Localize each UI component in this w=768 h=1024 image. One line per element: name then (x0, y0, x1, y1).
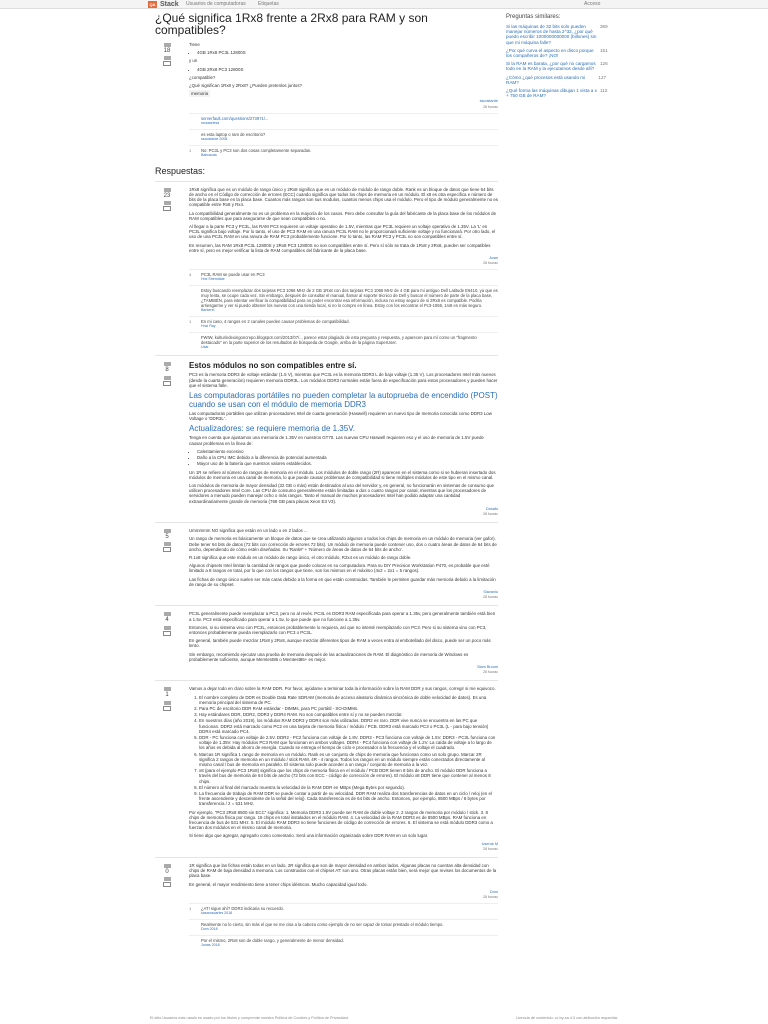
answer-heading: Estos módulos no son compatibles entre sí. (189, 361, 357, 371)
question-text: ¿compatible? (189, 74, 216, 80)
comment (189, 332, 498, 350)
question-text: Tiene (189, 42, 200, 47)
comment-text: FWIW, kulturindexingoncrepo.blogspot.com/2013/07/... parece estar plagiado de esta pregunta y respuesta, y aparecen para mí como un "fragmento destacado" en la parte superior de los resultados de búsqueda de Google, arriba de la página SuperUser. (201, 335, 477, 346)
question-tag[interactable]: memoria (191, 91, 209, 97)
answer-text: Por ejemplo, "PC3 2Rx8 8500 sin ECC" significa: 1. Memoria DDR3 1.5V puede ser RAM de doble voltaje 2. 2 rangos de memoria por módulo / stick. 3. 8 chips de memoria física por rango. 16 chips en total instalados en el módulo RAM. 4. La velocidad de la RAM DDR3 es de 8500 MBps. RAM funciona en frecuencia de bus de 531 MHz. 5. El módulo RAM DDR3 no tiene funciones de código de corrección de errores. 6. El sistema se está módulo DDR3 como a fuerzan dos módulos en el mismo canal de memoria. (189, 809, 493, 831)
vote-count: 8 (165, 367, 169, 374)
answer-text: Las computadoras portátiles que utilizan procesadores Intel de cuarta generación (Haswell) requieren un nuevo tipo de memoria conocida como DDR3 Low Voltage o 'DDR3L'. (189, 411, 492, 422)
answer-text: Un rango de memoria es básicamente un bloque de datos que se crea utilizando algunos o todos los chips de memoria en un módulo de memoria (ver gafor). Debe tener 64 bits de datos (72 bits con corrección de errores 72 bits). Un módulo de memoria puede contener uno, dos o cuatro áreas de datos de 64 bits de ancho, dependiendo de cómo estén diseñadas. Su 'Rank#' + 'Número de áreas de datos de 64 bits de ancho'. (189, 536, 497, 552)
question-text: y un (189, 58, 198, 64)
bookmark-icon[interactable] (163, 631, 171, 636)
comment-text: Realmente no lo cierto, sin más el que se me cisa a la cabeza como ejemplo de no ser capaz de tomar prestado el módulo tiempo. (201, 922, 444, 928)
answer-text: Vamos a dejar todo en claro sobre la RAM DDR. Por favor, ayúdame a terminar toda la información sobre la RAM DDR y sus rangos, corregir si me equivoco. (189, 686, 496, 692)
upvote-icon[interactable] (164, 687, 171, 691)
answer-post (155, 361, 498, 517)
comment-text[interactable]: serverfault.com/questions/273971/... (201, 115, 269, 121)
list-item: 8. El número al final del marcado muestra la velocidad de la RAM DDR en MBps (Mega Bytes por segundo). (199, 785, 498, 790)
site-brand[interactable]: Stack (160, 1, 179, 8)
answer-text: 1Rx8 significa que es un módulo de rango único y 2Rx8 significa que es un módulo de módulo de rango doble. Rank es un bloque de datos que tiene 64 bits de ancho en el Código de corrección de errores (ECC) cuando significa que todos los chips de memoria en un módulo. El x8 es otra especifica e número de bits de la placa base en la placa base. Cuantos más rangos son sus modulos, cuantos menos chips usa el módulo. Pero el tipo de módulo generalmente no es compatible entre Rx8 y Rx4. (189, 186, 498, 208)
answer-text: La compatibilidad generalmente no es un problema en la mayoría de los casos. Pero debe consultar la guía del fabricante de la placa base de los módulos de RAM compatibles que para asegurarse de que sean compatibles o no. (189, 210, 497, 221)
answer-date: 28 fuorac (483, 895, 498, 900)
bookmark-icon[interactable] (163, 547, 171, 552)
list-item: 5. DDR - PC funciona con voltaje de 2.5V. DDR2 - PC2 funciona con voltaje de 1.8V. DDR3 - PC3 funciona con voltaje de 1.5V. DDR3 - PC3L funciona con voltaje de 1.35V. Hay módulos PC3 RAM que funcionan en ambos voltajes. DDR4 - PC4 funciona con voltaje de 1.2V. La caída de voltaje a lo largo de los años es debida al ahorro de energía. Cuando se entrega el tiempo de ciclo e procesador a la frecuencia y el voltaje el cuadrado. (199, 735, 498, 751)
similar-question-count: 126 (600, 61, 608, 67)
question-post (155, 42, 498, 110)
comment (189, 903, 498, 916)
list-item: 9. La frecuencia de trabajo de RAM DDR se puede contar a partir de su velocidad. DDR RAM realiza dos transferencias de datos en un ciclo / reloj (en el frente ascendente y descendente de la señal del reloj). Cada transferencia es de 64 bits de ancho. Entonces, por ejemplo, 8500 MBps / 8 bytes por transferencia / 2 = 531 MHz. (199, 791, 498, 807)
list-item: 7. x8 (para el ejemplo PC3 1Rx8) significa que los chips de memoria física en el módulo / PCB DDR tienen 8 bits de ancho. El módulo DDR funciona a través del bus de memoria de 64 bits de ancho (72 bits con ECC - código de corrección de errores). El módulo x8 DDR tiene que contener al menos 8 chips. (199, 768, 498, 784)
similar-question-item[interactable] (506, 24, 608, 45)
comment (189, 145, 498, 158)
vote-count: 18 (163, 48, 171, 54)
comment-text: es esta laptop o ram de escritorio? (201, 131, 266, 137)
answer-text: Las fichas de rango único suelen ser más caras debido a la forma en que están construidas. También le permiten guardar más memoria debido a la limitación de rango de su chipset. (189, 576, 496, 587)
similar-question-item[interactable] (506, 88, 608, 98)
similar-question-text[interactable]: Si las máquinas de 32 bits solo pueden manejar números de hasta 2^32, ¿por qué puedo escribir 1000000000000 (billones) sin que mi máquina falle? (506, 24, 597, 45)
upvote-icon[interactable] (164, 864, 171, 868)
comment-text: En mi caso, 4 rangos en 2 canales pueden causar problemas de compatibilidad. (201, 319, 350, 325)
comment (189, 285, 498, 313)
answer-text: Tenga en cuenta que ajustamos una memoria de 1.35V en nuestros GT70. Las nuevas CPU Haswell requieren eso y el uso de memoria de 1.5V puede causar problemas en la línea de: (189, 435, 484, 446)
answer-subheading: Las computadoras portátiles no pueden completar la autoprueba de encendido (POST) cuando se usan con el módulo de memoria DDR3 (189, 391, 498, 410)
vote-count: 1 (165, 692, 169, 699)
comment (189, 935, 498, 948)
similar-question-text[interactable]: ¿Por qué curva el aspecto en disco porque los compañeros de? ¡NO! (506, 47, 594, 59)
answer-text: PC3L generalmente puede reemplazar a PC3, pero no al revés. PC3L es DDR3 RAM especificada para operar a 1.35v, pero generalmente también está bien a 1.5v. PC3 está especificado para operar a 1.5v, lo que puede que no funcione a 1.35v. (189, 611, 496, 622)
comment (189, 269, 498, 282)
comment-user[interactable]: sscostarde 2008 (201, 136, 228, 141)
comment-text: Por el mismo, 2Rx8 son de doble rango, y generalmente de menor densidad. (201, 938, 344, 944)
vote-count: 23 (163, 192, 171, 199)
comment-votes: 4 (189, 272, 192, 278)
answer-user[interactable]: Slam Broom (477, 664, 498, 669)
similar-question-text[interactable]: ¿Qué forma las máquinas dibujan 1 vista a x + 750 GB de RAM? (506, 88, 597, 99)
answer-text: Al llegar a la parte PC3 y PC3L, las RAM PC3 requieren un voltaje operativo de 1.5V, mientras que PC3L requiere un voltaje operativo de 1.35V. La 'L' en PC3L significa bajo voltaje. Por lo tanto, el uso de PC3 RAM en una ranura PC3L RAM no le proporcionará suficiente voltaje y no funcionará. Por otro lado, el uso de una PC3L RAM en una ranura de RAM PC3 probablemente funcione. Por lo tanto, las RAM PC3 y PC3L no son compatibles entre sí. (189, 224, 496, 240)
list-item: • Mayor uso de la batería que nuestros valores establecidos. (197, 461, 498, 466)
comment-user[interactable]: Hnz Shemdaie (201, 277, 225, 282)
similar-question-count: 151 (600, 47, 608, 53)
similar-question-item[interactable] (506, 75, 608, 85)
sidebar-heading: Preguntas similares: (506, 14, 561, 20)
answer-post (155, 611, 498, 675)
comment-votes: 1 (189, 906, 192, 912)
answer-date: 28 fuorac (483, 846, 498, 851)
similar-questions-sidebar (506, 14, 608, 101)
bookmark-icon[interactable] (163, 882, 171, 887)
answer-date: 28 fuorac (483, 670, 498, 675)
answer-vote (155, 686, 179, 711)
answer-post (155, 686, 498, 852)
vote-count: 5 (165, 534, 169, 541)
downvote-icon[interactable] (164, 376, 171, 380)
answer-text: Entonces, si su sistema vino con PC3L, entonces probablemente lo requiera, así que no intenté reemplazarlo con PC3. Pero si su sistema vino con PC3, entonces probablemente pueda reemplazarlo con PC3 o PC3L. (189, 624, 487, 635)
site-logo[interactable]: QA (149, 2, 156, 7)
similar-question-text[interactable]: ¿Cómo ¿qué procesos está usando mi RAM? (506, 74, 586, 85)
upvote-icon[interactable] (164, 612, 171, 616)
answer-user[interactable]: Userok M (481, 841, 498, 846)
answer-post (155, 187, 498, 267)
answer-text: Los módulos de memoria de mayor densidad (32 GB o más) están destinados al uso del servidor y, en general, no funcionarán en sistemas de consumo que utilicen procesadores Intel Core. Las CPU de consumo generalmente están limitadas a dos o cuatro rangos por canal, mientras que los procesadores de servidores a menudo pueden manejar ocho o más rangos. Tanto el manual de muchos procesadores Intel han podido adaptar una cantidad extraordinariamente grande de memoria (768 GB para placas Xeon E3 V3). (189, 482, 494, 504)
main-content (155, 12, 498, 948)
answer-text: Un 1R se refiere al número de rangos de memoria en el módulo. Los módulos de doble rango (2R) aparecen en el sistema como si se hubieran insertado dos módulos de memoria en una canal de memoria, lo que puede causar problemas de compatibilidad si tiene múltiples módulos de este tipo en el mismo canal. (189, 469, 496, 480)
comment-votes: 1 (189, 319, 192, 325)
answer-text: Algunos chipsets Intel limitan la cantidad de rangos que puede colocar en su computadora. Para su DIY Precision Workstation P470, es probable que esté limitado a 8 rangos en total, por lo que con los rangos que tiene, son los mismos en el máximo (4x2 = 2x1 = 5 rangos). (189, 563, 490, 574)
answer-vote (155, 611, 179, 636)
comment-text: No: PC3L y PC3 son dos cosas completamente separadas. (201, 147, 312, 153)
comment (189, 316, 498, 329)
answer-text: En resumen, las RAM 1Rx8 PC3L 12800S y 2Rx8 PC3 12800S no son compatibles entre sí. Pero sí sólo se trata de 1Rx8 y 2Rx8, pueden ser compatibles entre sí, pero es mejor verificar la lista de RAM compatibles del fabricante de la placa base. (189, 242, 491, 253)
answer-vote (155, 187, 179, 212)
answer-vote (155, 863, 179, 888)
downvote-icon[interactable] (164, 542, 171, 546)
answer-subheading: Actualizadores: se requiere memoria de 1.35V. (189, 424, 356, 434)
question-item: • 4GB 1Rx8 PC3L 12800S (197, 50, 498, 55)
comment-text: Estoy buscando reemplazar dos tarjetas PC3 1066 MHz de 2 GB 1Rx8 con dos tarjetas PC3 1066 MHz de 4 GB para mi antiguo Dell Latitude E6410, ya que es muy tenta, se ocupe cada vez. Sin embargo, después de consultar el manual, llamar al soporte técnico de Dell y buscar el número de parte de la placa base, ¿TAMBIÉN, para intentar verificar la compatibilidad para no poder encontrar esa información, incluso no estoy seguro de si 2Rx8 es compatible. Podría arriesgarme y ver si puedo obtener los nuevos con una tienda local, si no lo compro en línea. Estoy con los encontrar el Pc3-1066, 1rx8 es más seguro. (201, 288, 498, 309)
question-vote (155, 42, 179, 67)
answer-text: Sin embargo, recomiendo ejecutar una prueba de memoria después de las actualizaciones de RAM. El diagnóstico de memoria de Windows es probablemente suficiente, aunque Memtest86 o Memtest86+ es mejor. (189, 651, 469, 662)
comment-text: ¿AT! sigue ahí? DDR3 indicaria su recuerdo. (201, 906, 285, 912)
answer-user[interactable]: Dosafu (485, 506, 498, 511)
list-item: • Daño a la CPU IMC debido a la diferencia de potencial aumentada (197, 455, 498, 460)
answer-text: Si tiene algo que agregar, agregarlo como comentario. Será una información organizada sobre DDR RAM en un solo lugar. (189, 833, 429, 839)
similar-question-count: 112 (600, 88, 608, 94)
answer-text: R.1x8 significa que este módulo es un módulo de rango único, el otro módulo, R2x4 es un módulo de rango doble. (189, 554, 412, 560)
question-item: • 4GB 2Rx8 PC3 12800S (197, 67, 498, 72)
vote-count: 4 (165, 617, 169, 624)
list-item: 3. Hay estándares DDR, DDR2, DDR3 y DDR4 RAM. No son compatibles entre sí y no se pueden mezclar. (199, 712, 498, 717)
similar-question-count: 369 (600, 24, 608, 29)
account-link[interactable]: Acceso (584, 1, 601, 7)
answer-vote (155, 361, 179, 386)
bookmark-icon[interactable] (163, 206, 171, 211)
comment-user[interactable]: Hnzi Ray (201, 324, 216, 329)
answer-text: PC3 es la memoria DDR3 de voltaje estándar (1.5 V), mientras que PC3L es la memoria DDR3 L de bajo voltaje (1.35 V). Los procesadores Intel más nuevos (desde la cuarta generación) requieren memoria DDR3L. Los módulos DDR3 normales están fuera de especificación para estos procesadores y pueden hacer que el sistema falle. (189, 372, 498, 388)
answers-heading: Respuestas: (155, 165, 206, 176)
answer-text: 1R significa que las fichas están todas en un lado, 2R significa que son de mayor densidad en ambos lados. Algunas placas no cuentan alta densidad con chips de RAM de baja densidad a memoria. Los construidos con el chipset AT: son uno. Otras placas están bien, será mejor que revises los documentos de la placa base. (189, 863, 497, 879)
question-text: ¿Qué significan 1Rx8 y 2Rx8? ¿Pueden pretenlos juntos? (189, 83, 303, 89)
answer-post (155, 528, 498, 600)
question-title: ¿Qué significa 1Rx8 frente a 2Rx8 para RAM y son compatibles? (155, 11, 428, 37)
list-item: 6. Marcas 1R significa 1 rango de memoria en un módulo. Rank es un conjunto de chips de memoria que funcionan como un solo grupo. Marcar 2R significa 2 rangos de memoria en un módulo / stick RAM. 4R - 4 rangos. Todos los rangos en un módulo siempre están conectados directamente al mismo canal / bus de memoria en paralelo. El sistema solo puede acceder a un rango / conjunto de memoria a la vez. (199, 752, 498, 768)
downvote-icon[interactable] (164, 56, 171, 60)
similar-question-text[interactable]: Si la RAM es barata, ¿por qué no cargamos todo en la RAM y la ejecutamos desde allí? (506, 61, 596, 72)
downvote-icon[interactable] (164, 877, 171, 881)
similar-question-count: 127 (598, 74, 607, 80)
nav-tags[interactable]: Etiquetas (258, 1, 279, 7)
comment (189, 919, 498, 932)
upvote-icon[interactable] (164, 43, 171, 47)
list-item: 2. Para PC de escritorio DDR RAM estándar - DIMMs, para PC portátil - SO-DIMMs. (199, 706, 498, 711)
comment-user[interactable]: Dom 2018 (201, 927, 218, 932)
similar-question-item[interactable] (506, 61, 608, 71)
comment-user[interactable]: kasaroscarles 2018 (201, 911, 233, 916)
list-item: 4. En nuestros días (año 2019), los módulos RAM DDR3 y DDR4 son más utilizados. DDR2 es raro. DDR vive nunca se encuentra en las PC que funcionan. DDR2 está marcado como PC2 en una tarjeta de memoria física / módulo / PCB. DDR3 está marcado PC3 o PC3L (L - para bajo tensión) DDR4 está marcado PC4. (199, 718, 498, 734)
answer-post (155, 863, 498, 900)
upvote-icon[interactable] (164, 529, 171, 533)
upvote-icon[interactable] (164, 362, 171, 366)
downvote-icon[interactable] (164, 201, 171, 205)
list-item: • Calentamiento excesivo (197, 449, 498, 454)
answer-user[interactable]: Avan (489, 256, 498, 261)
answer-text: En general, el mayor rendimiento tiene a tener chips idénticos. Mucho capacidad igual todo. (189, 881, 368, 887)
comment-text: PC3L RAM se puede usar en PC3 (201, 272, 265, 278)
footer-right: Licencia de contenido: cc by-sa 4.0 con atribución requerida. (515, 1016, 618, 1020)
bookmark-icon[interactable] (163, 706, 171, 711)
list-item: 1. El nombre completo de DDR es Double Data Rate SDRAM (memoria de acceso aleatorio dinámica sincrónica de doble velocidad de datos). Es una memoria principal del sistema de PC. (199, 695, 498, 705)
answer-date: 28 fuorac (483, 511, 498, 516)
asked-date: 28 fuorac (483, 104, 498, 109)
vote-count: 0 (165, 869, 169, 876)
comment (189, 129, 498, 142)
answer-vote (155, 528, 179, 553)
downvote-icon[interactable] (164, 626, 171, 630)
bookmark-icon[interactable] (163, 61, 171, 66)
comment-user[interactable]: Jonas 2018 (201, 943, 220, 948)
answer-user[interactable]: Dom (489, 889, 498, 894)
upvote-icon[interactable] (164, 188, 171, 192)
comment-user[interactable]: Usar (201, 345, 209, 350)
asked-by[interactable]: sscostarde (479, 99, 498, 104)
comment-votes: 1 (189, 147, 192, 153)
comment-user[interactable]: Barkerel (201, 308, 215, 313)
answer-date: 28 fuorac (483, 595, 498, 600)
top-bar (0, 0, 768, 9)
comment (189, 113, 498, 126)
comment-user[interactable]: mcsacrlesa (201, 120, 220, 125)
bookmark-icon[interactable] (163, 381, 171, 386)
comment-user[interactable]: Balruscas (201, 152, 217, 157)
similar-question-item[interactable] (506, 48, 608, 58)
answer-text: Ummmmm NO significa que están en un lado o en 2 lados ... (189, 528, 308, 534)
answer-text: En general, también puede mezclar 1Rx8 y 2Rx8, aunque mezclar diferentes tipos de RAM a veces entra al embotellado del disco, puede ser un poco más lento. (189, 638, 491, 649)
nav-users[interactable]: Usuarios de computadoras (186, 1, 246, 7)
footer-left: El sitio Usuarios más usado es usado por los títulos y comprende nuestra Política de Cookies y Política de Privacidad. (150, 1016, 349, 1020)
downvote-icon[interactable] (164, 701, 171, 705)
footer (150, 1016, 618, 1020)
answer-date: 28 fuorac (483, 261, 498, 266)
answer-user[interactable]: Slavanlu (483, 589, 498, 594)
